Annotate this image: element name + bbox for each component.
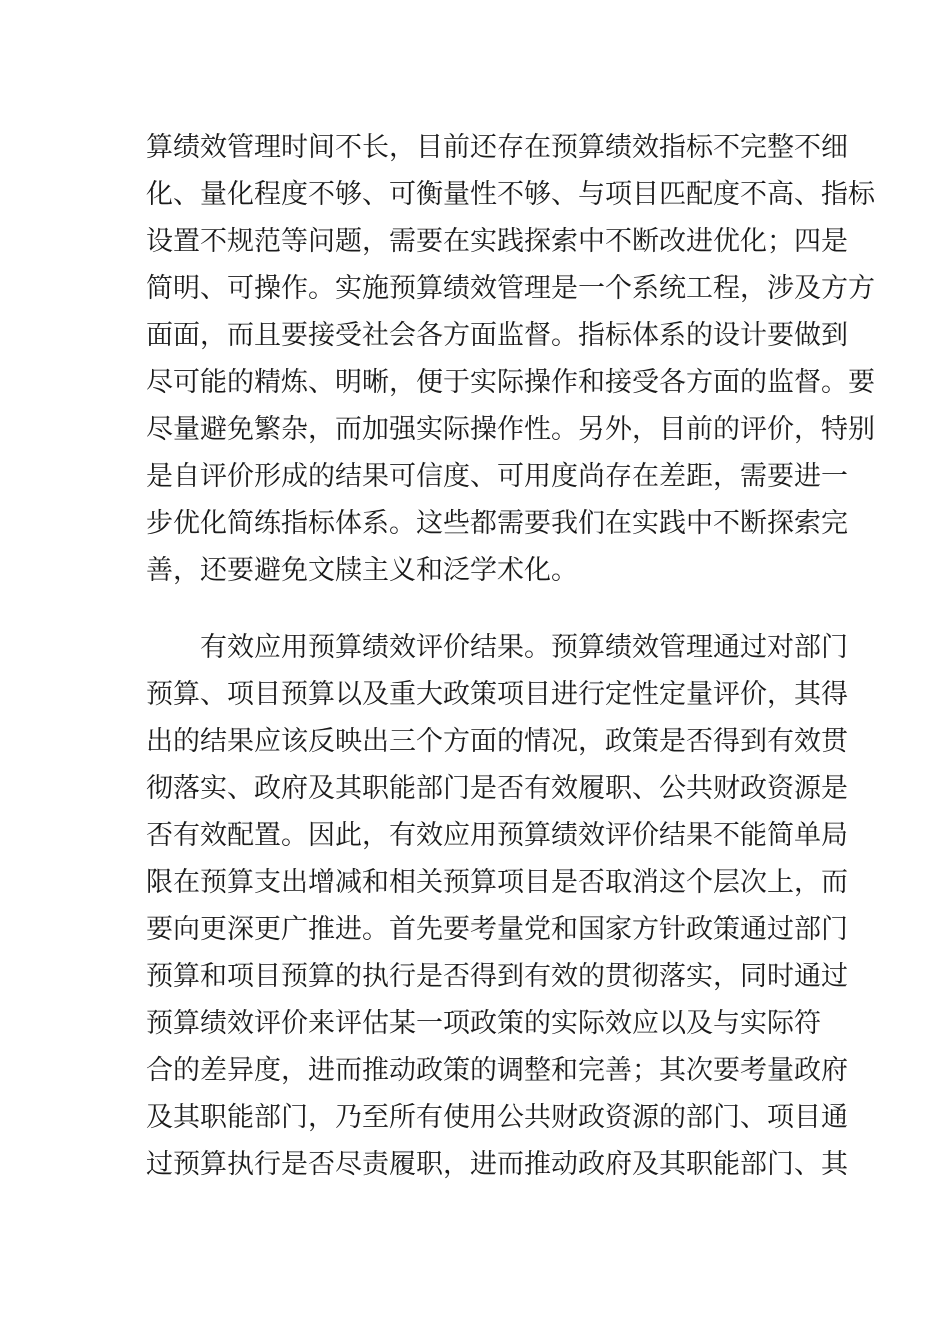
paragraph-2-line: 出的结果应该反映出三个方面的情况，政策是否得到有效贯: [146, 726, 848, 757]
paragraph-1-line: 尽可能的精炼、明晰，便于实际操作和接受各方面的监督。要: [146, 367, 875, 398]
paragraph-1-line: 尽量避免繁杂，而加强实际操作性。另外，目前的评价，特别: [146, 414, 875, 445]
paragraph-1-line: 是自评价形成的结果可信度、可用度尚存在差距，需要进一: [146, 461, 848, 492]
paragraph-2-line: 有效应用预算绩效评价结果。预算绩效管理通过对部门: [200, 632, 848, 663]
paragraph-2-line: 否有效配置。因此，有效应用预算绩效评价结果不能简单局: [146, 820, 848, 851]
paragraph-1-line: 简明、可操作。实施预算绩效管理是一个系统工程，涉及方方: [146, 273, 875, 304]
paragraph-2-line: 要向更深更广推进。首先要考量党和国家方针政策通过部门: [146, 914, 848, 945]
paragraph-1-line: 步优化简练指标体系。这些都需要我们在实践中不断探索完: [146, 508, 848, 539]
paragraph-2-line: 合的差异度，进而推动政策的调整和完善；其次要考量政府: [146, 1055, 848, 1086]
paragraph-1-line: 化、量化程度不够、可衡量性不够、与项目匹配度不高、指标: [146, 179, 875, 210]
paragraph-2-line: 彻落实、政府及其职能部门是否有效履职、公共财政资源是: [146, 773, 848, 804]
paragraph-1-line: 善，还要避免文牍主义和泛学术化。: [146, 555, 578, 586]
paragraph-2-line: 及其职能部门，乃至所有使用公共财政资源的部门、项目通: [146, 1102, 848, 1133]
paragraph-2-line: 限在预算支出增减和相关预算项目是否取消这个层次上，而: [146, 867, 848, 898]
paragraph-1-line: 算绩效管理时间不长，目前还存在预算绩效指标不完整不细: [146, 132, 848, 163]
paragraph-1-line: 面面，而且要接受社会各方面监督。指标体系的设计要做到: [146, 320, 848, 351]
paragraph-2-line: 预算和项目预算的执行是否得到有效的贯彻落实，同时通过: [146, 961, 848, 992]
paragraph-2-line: 预算绩效评价来评估某一项政策的实际效应以及与实际符: [146, 1008, 821, 1039]
paragraph-2-line: 预算、项目预算以及重大政策项目进行定性定量评价，其得: [146, 679, 848, 710]
paragraph-1-line: 设置不规范等问题，需要在实践探索中不断改进优化；四是: [146, 226, 848, 257]
paragraph-2-line: 过预算执行是否尽责履职，进而推动政府及其职能部门、其: [146, 1149, 848, 1180]
